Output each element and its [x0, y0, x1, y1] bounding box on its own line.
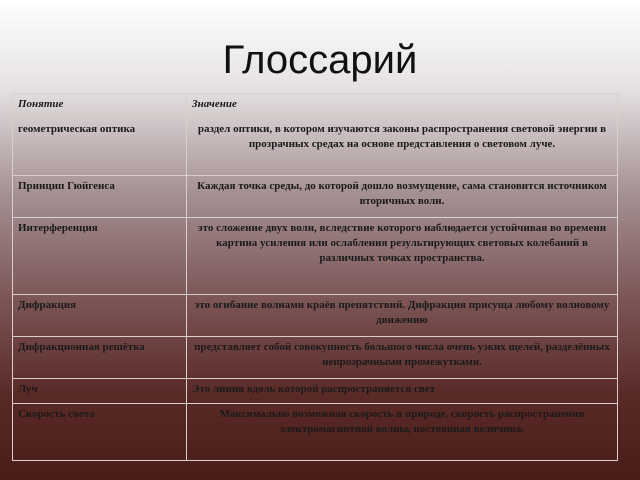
table-row [13, 337, 618, 379]
header-definition: Значение [187, 94, 618, 119]
definition-cell: Это линия вдоль которой распространяется свет [187, 379, 618, 404]
term-cell: Принцип Гюйгенса [13, 176, 187, 218]
table-row [13, 176, 618, 218]
term-cell: Дифракция [13, 295, 187, 337]
glossary-table [12, 93, 618, 461]
term-cell: Дифракционная решётка [13, 337, 187, 379]
header-term: Понятие [13, 94, 187, 119]
table-row [13, 404, 618, 461]
table-row [13, 379, 618, 404]
term-cell: Луч [13, 379, 187, 404]
table-header-row [13, 94, 618, 119]
definition-cell: это огибание волнами краёв препятствий. Дифракция присуща любому волновому движению [187, 295, 618, 337]
table-row [13, 218, 618, 295]
definition-cell: Максимально возможная скорость в природе, скорость распространения электромагнитной волны, постоянная величина. [187, 404, 618, 461]
definition-cell: раздел оптики, в котором изучаются законы распространения световой энергии в прозрачных средах на основе представления о световом луче. [187, 119, 618, 176]
term-cell: геометрическая оптика [13, 119, 187, 176]
term-cell: Интерференция [13, 218, 187, 295]
table-row [13, 295, 618, 337]
definition-cell: это сложение двух волн, вследствие которого наблюдается устойчивая во времени картина усиления или ослабления результирующих световых колебаний в различных точках пространства. [187, 218, 618, 295]
definition-cell: Каждая точка среды, до которой дошло возмущение, сама становится источником вторичных волн. [187, 176, 618, 218]
slide-title: Глоссарий [222, 38, 418, 82]
term-cell: Скорость света [13, 404, 187, 461]
table-row [13, 119, 618, 176]
definition-cell: представляет собой совокупность большого числа очень узких щелей, разделённых непрозрачными промежутками. [187, 337, 618, 379]
